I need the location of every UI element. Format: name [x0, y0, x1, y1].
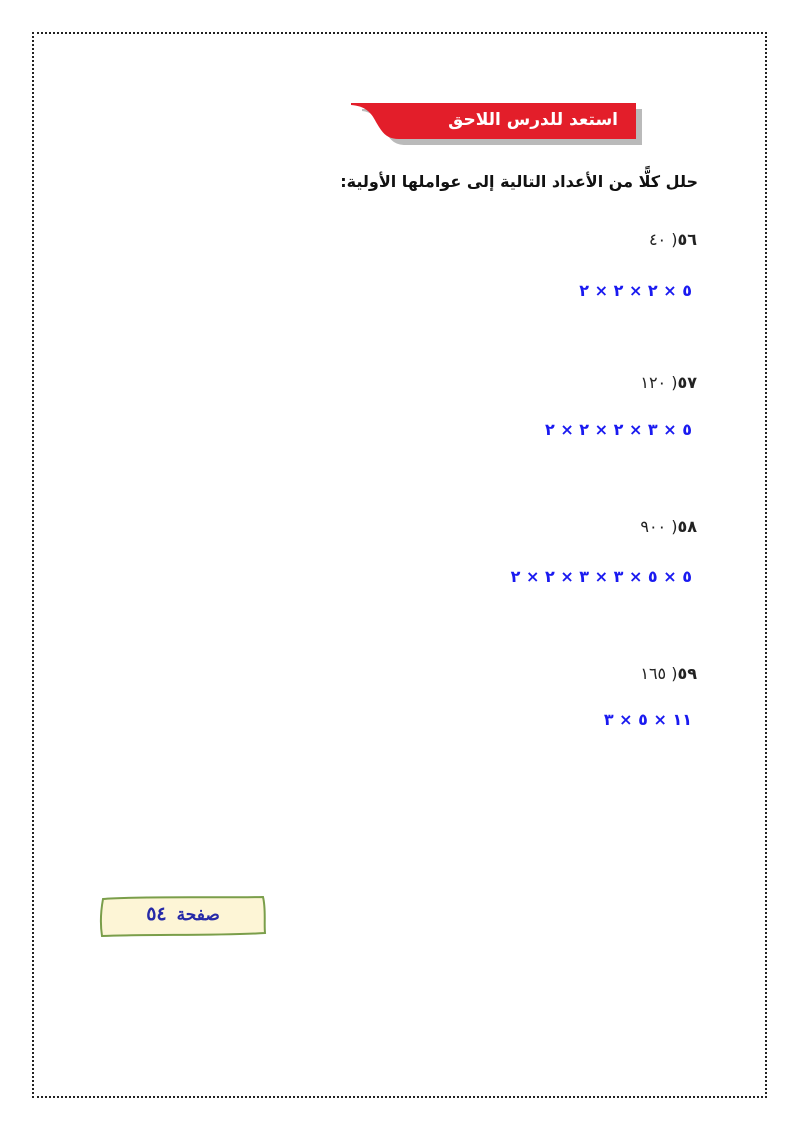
problem-56	[649, 230, 697, 249]
problem-value: ٤٠	[648, 230, 667, 249]
problem-number: ٥٦	[677, 230, 697, 249]
problem-58	[640, 517, 697, 536]
problem-paren: (	[666, 664, 678, 683]
problem-value: ١٦٥	[640, 664, 667, 683]
answer-59: ١١ × ٥ × ٣	[603, 710, 692, 729]
page-number-badge	[98, 895, 268, 939]
problem-value: ٩٠٠	[640, 517, 667, 536]
answer-57: ٥ × ٣ × ٢ × ٢ × ٢	[544, 420, 692, 439]
page-word: صفحة	[176, 905, 220, 925]
problem-number: ٥٧	[677, 373, 697, 392]
exercise-instruction: حلل كلًّا من الأعداد التالية إلى عواملها الأولية:	[340, 172, 698, 191]
problem-number: ٥٨	[677, 517, 697, 536]
problem-value: ١٢٠	[640, 373, 667, 392]
problem-paren: (	[666, 230, 678, 249]
section-banner	[351, 103, 642, 146]
problem-paren: (	[666, 517, 678, 536]
answer-56: ٥ × ٢ × ٢ × ٢	[579, 281, 692, 300]
problem-number: ٥٩	[677, 664, 697, 683]
page-number: ٥٤	[146, 903, 167, 925]
page-number-label	[98, 895, 268, 935]
problem-paren: (	[666, 373, 678, 392]
section-title: استعد للدرس اللاحق	[448, 110, 618, 130]
problem-59	[640, 664, 697, 683]
answer-58: ٥ × ٥ × ٣ × ٣ × ٢ × ٢	[510, 567, 692, 586]
problem-57	[640, 373, 697, 392]
